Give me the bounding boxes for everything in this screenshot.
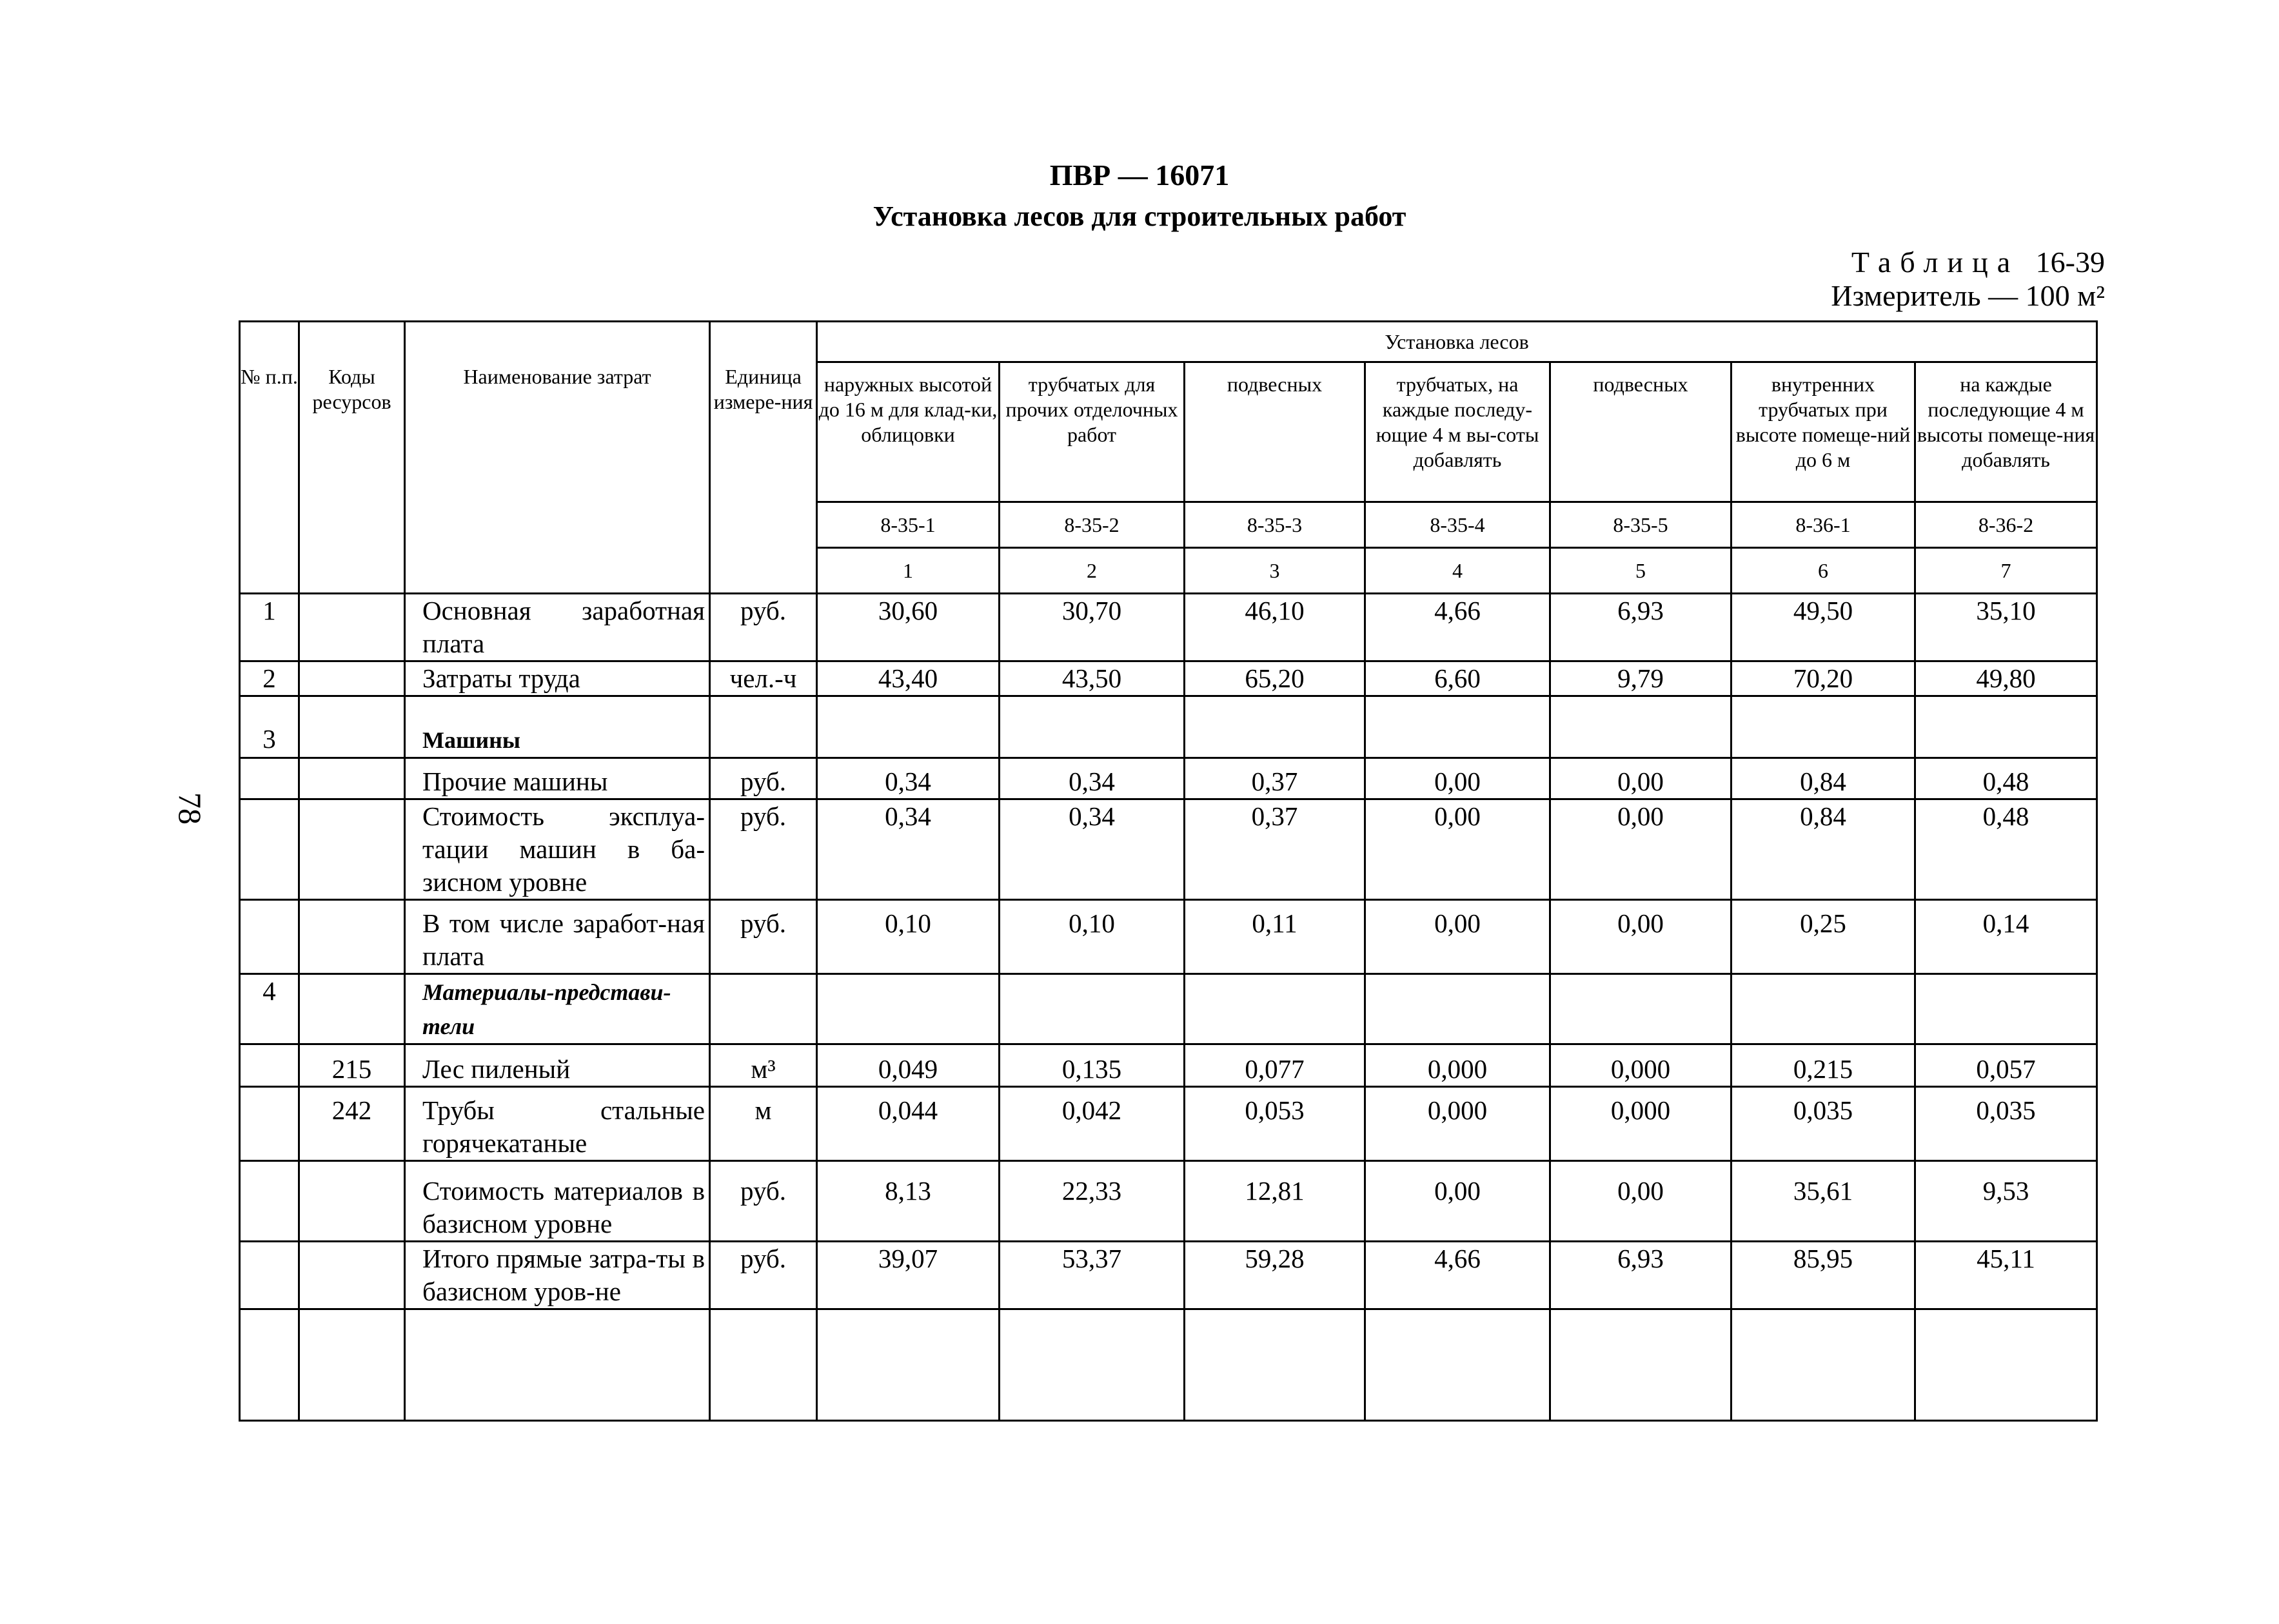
value-cell: 49,50 xyxy=(1731,594,1915,661)
document-title: ПВР — 16071 xyxy=(1049,159,1230,191)
cost-name-text: Затраты труда xyxy=(422,663,580,693)
cost-name xyxy=(405,1242,710,1309)
value-cell: 0,215 xyxy=(1731,1044,1915,1087)
value-cell xyxy=(1550,974,1731,1044)
subcol-index: 5 xyxy=(1550,548,1731,594)
filler-cell xyxy=(1365,1309,1550,1421)
resource-table xyxy=(239,320,2098,1422)
cost-name-text: Лес пиленый xyxy=(422,1054,571,1084)
value-cell: 0,00 xyxy=(1365,900,1550,974)
cost-name-text: Итого прямые затра-ты в базисном уров-не xyxy=(422,1244,705,1306)
value-cell: 43,50 xyxy=(1000,661,1185,696)
subcol-index: 6 xyxy=(1731,548,1915,594)
subcol-code: 8-35-5 xyxy=(1550,502,1731,548)
page-number: 78 xyxy=(172,792,208,825)
filler-cell xyxy=(405,1309,710,1421)
value-cell: 0,25 xyxy=(1731,900,1915,974)
value-cell: 0,00 xyxy=(1550,758,1731,799)
value-cell: 6,93 xyxy=(1550,594,1731,661)
value-cell xyxy=(1731,974,1915,1044)
value-cell: 9,53 xyxy=(1915,1161,2097,1242)
cost-name xyxy=(405,758,710,799)
value-cell: 0,00 xyxy=(1550,1161,1731,1242)
unit-value: чел.-ч xyxy=(710,661,817,696)
subcol-code: 8-35-2 xyxy=(1000,502,1185,548)
unit-value: руб. xyxy=(710,900,817,974)
subcol-label: подвесных xyxy=(1185,362,1365,502)
table-number: 16-39 xyxy=(2035,246,2105,279)
row-number xyxy=(240,1161,299,1242)
value-cell: 0,000 xyxy=(1550,1087,1731,1161)
value-cell xyxy=(1000,696,1185,758)
value-cell: 0,34 xyxy=(1000,758,1185,799)
value-cell: 0,48 xyxy=(1915,758,2097,799)
resource-code xyxy=(299,1242,405,1309)
value-cell: 0,34 xyxy=(817,758,1000,799)
subcol-index: 4 xyxy=(1365,548,1550,594)
row-number: 4 xyxy=(240,974,299,1044)
table-row xyxy=(240,799,2097,900)
value-cell: 0,053 xyxy=(1185,1087,1365,1161)
value-cell xyxy=(1365,696,1550,758)
value-cell: 0,37 xyxy=(1185,799,1365,900)
col-header-no: № п.п. xyxy=(240,322,299,594)
cost-name-text: Прочие машины xyxy=(422,767,608,796)
cost-name-text: Трубы стальные горячекатаные xyxy=(422,1095,705,1158)
value-cell: 0,10 xyxy=(817,900,1000,974)
row-number: 1 xyxy=(240,594,299,661)
value-cell: 0,077 xyxy=(1185,1044,1365,1087)
col-header-unit: Единица измере-ния xyxy=(710,322,817,594)
table-row xyxy=(240,1087,2097,1161)
value-cell: 0,00 xyxy=(1365,799,1550,900)
unit-value: руб. xyxy=(710,799,817,900)
value-cell: 0,48 xyxy=(1915,799,2097,900)
filler-row xyxy=(240,1309,2097,1421)
resource-code xyxy=(299,758,405,799)
value-cell: 0,14 xyxy=(1915,900,2097,974)
table-row xyxy=(240,1161,2097,1242)
subcol-label: трубчатых, на каждые последу-ющие 4 м вы-соты добавлять xyxy=(1365,362,1550,502)
group-header: Установка лесов xyxy=(817,322,2097,362)
resource-code: 242 xyxy=(299,1087,405,1161)
subcol-code: 8-35-1 xyxy=(817,502,1000,548)
filler-cell xyxy=(299,1309,405,1421)
value-cell: 0,00 xyxy=(1550,799,1731,900)
row-number xyxy=(240,1242,299,1309)
value-cell: 12,81 xyxy=(1185,1161,1365,1242)
value-cell: 6,60 xyxy=(1365,661,1550,696)
subcol-index: 3 xyxy=(1185,548,1365,594)
row-number xyxy=(240,799,299,900)
row-number xyxy=(240,758,299,799)
value-cell: 22,33 xyxy=(1000,1161,1185,1242)
resource-code xyxy=(299,1161,405,1242)
table-row xyxy=(240,1242,2097,1309)
unit-value: м³ xyxy=(710,1044,817,1087)
subcol-index: 2 xyxy=(1000,548,1185,594)
cost-name xyxy=(405,974,710,1044)
subcol-label: внутренних трубчатых при высоте помеще-ний до 6 м xyxy=(1731,362,1915,502)
cost-name-text: Стоимость эксплуа-тации машин в ба-зисном уровне xyxy=(422,801,705,897)
value-cell: 53,37 xyxy=(1000,1242,1185,1309)
value-cell: 8,13 xyxy=(817,1161,1000,1242)
subcol-index: 7 xyxy=(1915,548,2097,594)
filler-cell xyxy=(817,1309,1000,1421)
cost-name-text: Стоимость материалов в базисном уровне xyxy=(422,1176,705,1238)
value-cell xyxy=(1365,974,1550,1044)
resource-code xyxy=(299,594,405,661)
row-number: 3 xyxy=(240,696,299,758)
value-cell: 0,000 xyxy=(1550,1044,1731,1087)
value-cell: 39,07 xyxy=(817,1242,1000,1309)
value-cell: 0,37 xyxy=(1185,758,1365,799)
filler-cell xyxy=(1915,1309,2097,1421)
value-cell: 0,000 xyxy=(1365,1087,1550,1161)
cost-name xyxy=(405,799,710,900)
cost-name xyxy=(405,1087,710,1161)
value-cell: 0,035 xyxy=(1915,1087,2097,1161)
cost-name xyxy=(405,900,710,974)
value-cell: 35,61 xyxy=(1731,1161,1915,1242)
unit-value: м xyxy=(710,1087,817,1161)
value-cell: 45,11 xyxy=(1915,1242,2097,1309)
subcol-code: 8-35-4 xyxy=(1365,502,1550,548)
value-cell: 0,044 xyxy=(817,1087,1000,1161)
subcol-label: подвесных xyxy=(1550,362,1731,502)
unit-value xyxy=(710,974,817,1044)
row-number xyxy=(240,1087,299,1161)
value-cell xyxy=(1915,696,2097,758)
value-cell: 0,035 xyxy=(1731,1087,1915,1161)
value-cell: 46,10 xyxy=(1185,594,1365,661)
value-cell xyxy=(1185,974,1365,1044)
table-label xyxy=(1851,245,2105,279)
value-cell: 0,00 xyxy=(1550,900,1731,974)
cost-name xyxy=(405,1161,710,1242)
value-cell: 59,28 xyxy=(1185,1242,1365,1309)
value-cell: 85,95 xyxy=(1731,1242,1915,1309)
filler-cell xyxy=(1731,1309,1915,1421)
resource-code xyxy=(299,799,405,900)
unit-label: Измеритель — 100 м² xyxy=(1831,279,2105,312)
row-number xyxy=(240,1044,299,1087)
value-cell: 4,66 xyxy=(1365,1242,1550,1309)
cost-name xyxy=(405,661,710,696)
value-cell: 0,84 xyxy=(1731,758,1915,799)
subcol-index: 1 xyxy=(817,548,1000,594)
value-cell: 6,93 xyxy=(1550,1242,1731,1309)
value-cell xyxy=(817,696,1000,758)
resource-code xyxy=(299,974,405,1044)
filler-cell xyxy=(710,1309,817,1421)
table-row xyxy=(240,594,2097,661)
value-cell: 0,00 xyxy=(1365,1161,1550,1242)
unit-value: руб. xyxy=(710,1161,817,1242)
value-cell: 4,66 xyxy=(1365,594,1550,661)
value-cell: 9,79 xyxy=(1550,661,1731,696)
value-cell xyxy=(1731,696,1915,758)
col-header-codes: Коды ресурсов xyxy=(299,322,405,594)
table-row xyxy=(240,1044,2097,1087)
filler-cell xyxy=(1185,1309,1365,1421)
value-cell: 0,34 xyxy=(1000,799,1185,900)
resource-code xyxy=(299,696,405,758)
value-cell xyxy=(1000,974,1185,1044)
subcol-code: 8-35-3 xyxy=(1185,502,1365,548)
cost-name xyxy=(405,1044,710,1087)
cost-name xyxy=(405,594,710,661)
document-subtitle: Установка лесов для строительных работ xyxy=(873,201,1406,232)
table-row xyxy=(240,900,2097,974)
table-label-word: Таблица xyxy=(1851,246,2020,279)
value-cell: 0,11 xyxy=(1185,900,1365,974)
value-cell: 70,20 xyxy=(1731,661,1915,696)
value-cell: 35,10 xyxy=(1915,594,2097,661)
unit-value: руб. xyxy=(710,758,817,799)
cost-name-text: Материалы-представи-тели xyxy=(422,979,671,1039)
cost-name-text: В том числе заработ-ная плата xyxy=(422,908,705,971)
cost-name-text: Машины xyxy=(422,727,520,753)
resource-code: 215 xyxy=(299,1044,405,1087)
table-row xyxy=(240,758,2097,799)
cost-name xyxy=(405,696,710,758)
value-cell: 0,042 xyxy=(1000,1087,1185,1161)
unit-value xyxy=(710,696,817,758)
value-cell xyxy=(1185,696,1365,758)
subcol-code: 8-36-2 xyxy=(1915,502,2097,548)
value-cell: 0,057 xyxy=(1915,1044,2097,1087)
value-cell: 30,70 xyxy=(1000,594,1185,661)
filler-cell xyxy=(240,1309,299,1421)
table-row xyxy=(240,696,2097,758)
unit-value: руб. xyxy=(710,594,817,661)
value-cell: 0,10 xyxy=(1000,900,1185,974)
resource-code xyxy=(299,661,405,696)
value-cell: 0,84 xyxy=(1731,799,1915,900)
subcol-label: на каждые последующие 4 м высоты помеще-ния добавлять xyxy=(1915,362,2097,502)
value-cell: 0,135 xyxy=(1000,1044,1185,1087)
table-row xyxy=(240,661,2097,696)
row-number xyxy=(240,900,299,974)
value-cell: 65,20 xyxy=(1185,661,1365,696)
subcol-label: наружных высотой до 16 м для клад-ки, облицовки xyxy=(817,362,1000,502)
value-cell xyxy=(817,974,1000,1044)
filler-cell xyxy=(1550,1309,1731,1421)
value-cell: 30,60 xyxy=(817,594,1000,661)
value-cell: 49,80 xyxy=(1915,661,2097,696)
col-header-name: Наименование затрат xyxy=(405,322,710,594)
value-cell: 0,34 xyxy=(817,799,1000,900)
value-cell: 0,000 xyxy=(1365,1044,1550,1087)
subcol-code: 8-36-1 xyxy=(1731,502,1915,548)
value-cell xyxy=(1915,974,2097,1044)
value-cell: 43,40 xyxy=(817,661,1000,696)
value-cell xyxy=(1550,696,1731,758)
subcol-label: трубчатых для прочих отделочных работ xyxy=(1000,362,1185,502)
unit-value: руб. xyxy=(710,1242,817,1309)
table-row xyxy=(240,974,2097,1044)
cost-name-text: Основная заработная плата xyxy=(422,596,705,658)
value-cell: 0,049 xyxy=(817,1044,1000,1087)
value-cell: 0,00 xyxy=(1365,758,1550,799)
row-number: 2 xyxy=(240,661,299,696)
resource-code xyxy=(299,900,405,974)
filler-cell xyxy=(1000,1309,1185,1421)
